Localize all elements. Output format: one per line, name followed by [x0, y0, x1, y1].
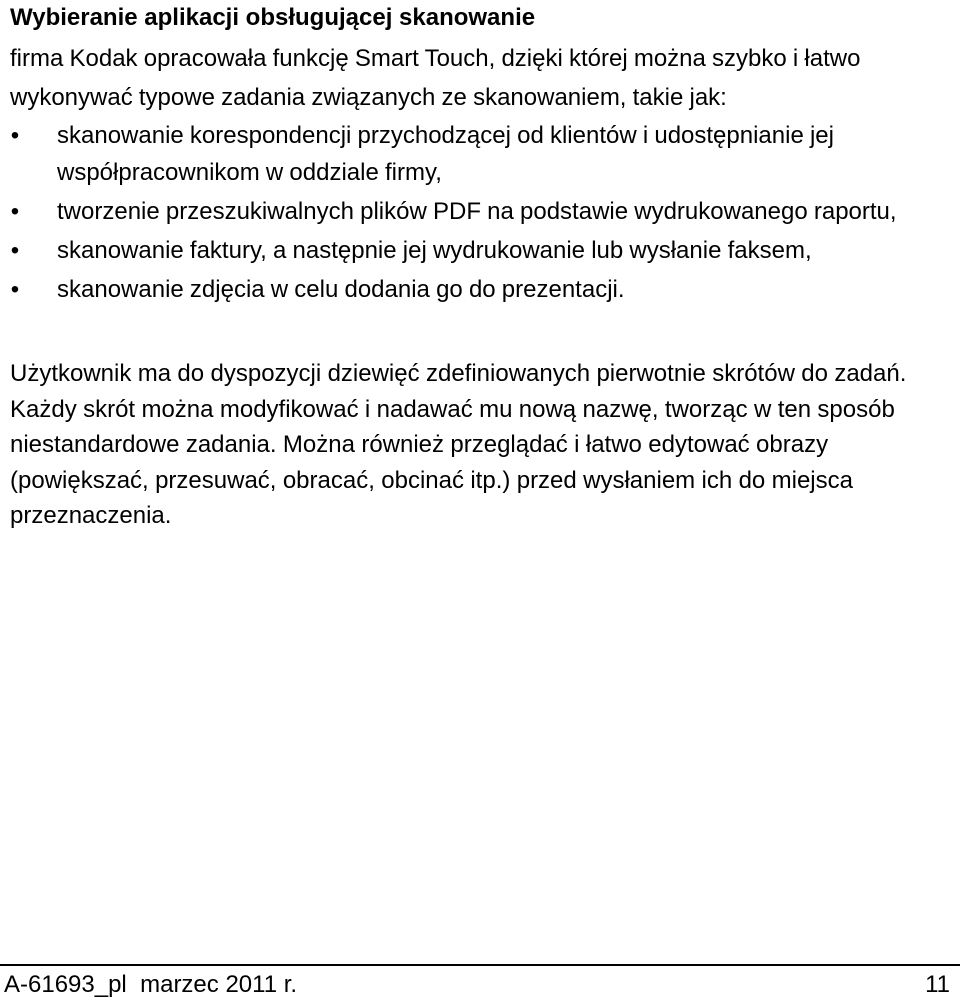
footer-document-id: A-61693_pl marzec 2011 r. — [4, 971, 298, 998]
list-item — [0, 193, 947, 230]
intro-paragraph: firma Kodak opracowała funkcję Smart Touch, dzięki której można szybko i łatwo wykonywać typowe zadania związanych ze skanowaniem, takie jak: — [10, 45, 861, 111]
list-item — [0, 117, 947, 191]
shortcuts-paragraph: Użytkownik ma do dyspozycji dziewięć zdefiniowanych pierwotnie skrótów do zadań. Każdy skrót można modyfikować i nadawać mu nową nazwę, tworząc w ten sposób niestandardowe zadania. Można również przeglądać i łatwo edytować obrazy (powiększać, przesuwać, obracać, obcinać itp.) przed wysłaniem ich do miejsca przeznaczenia. — [10, 360, 907, 529]
list-item-text: skanowanie faktury, a następnie jej wydrukowanie lub wysłanie faksem, — [57, 237, 812, 264]
section-heading: Wybieranie aplikacji obsługującej skanowanie — [10, 4, 536, 31]
list-item-text: skanowanie zdjęcia w celu dodania go do prezentacji. — [57, 276, 625, 303]
list-item — [0, 232, 947, 269]
list-item-text: tworzenie przeszukiwalnych plików PDF na podstawie wydrukowanego raportu, — [57, 198, 897, 225]
bullet-icon: • — [10, 122, 20, 149]
page-number: 11 — [925, 971, 950, 998]
footer-divider — [0, 964, 960, 966]
list-item — [0, 271, 947, 308]
bullet-icon: • — [10, 276, 20, 303]
bullet-icon: • — [10, 237, 20, 264]
bullet-icon: • — [10, 198, 20, 225]
list-item-text: skanowanie korespondencji przychodzącej od klientów i udostępnianie jej współpracownikom w oddziale firmy, — [57, 122, 834, 186]
task-list — [0, 117, 960, 310]
